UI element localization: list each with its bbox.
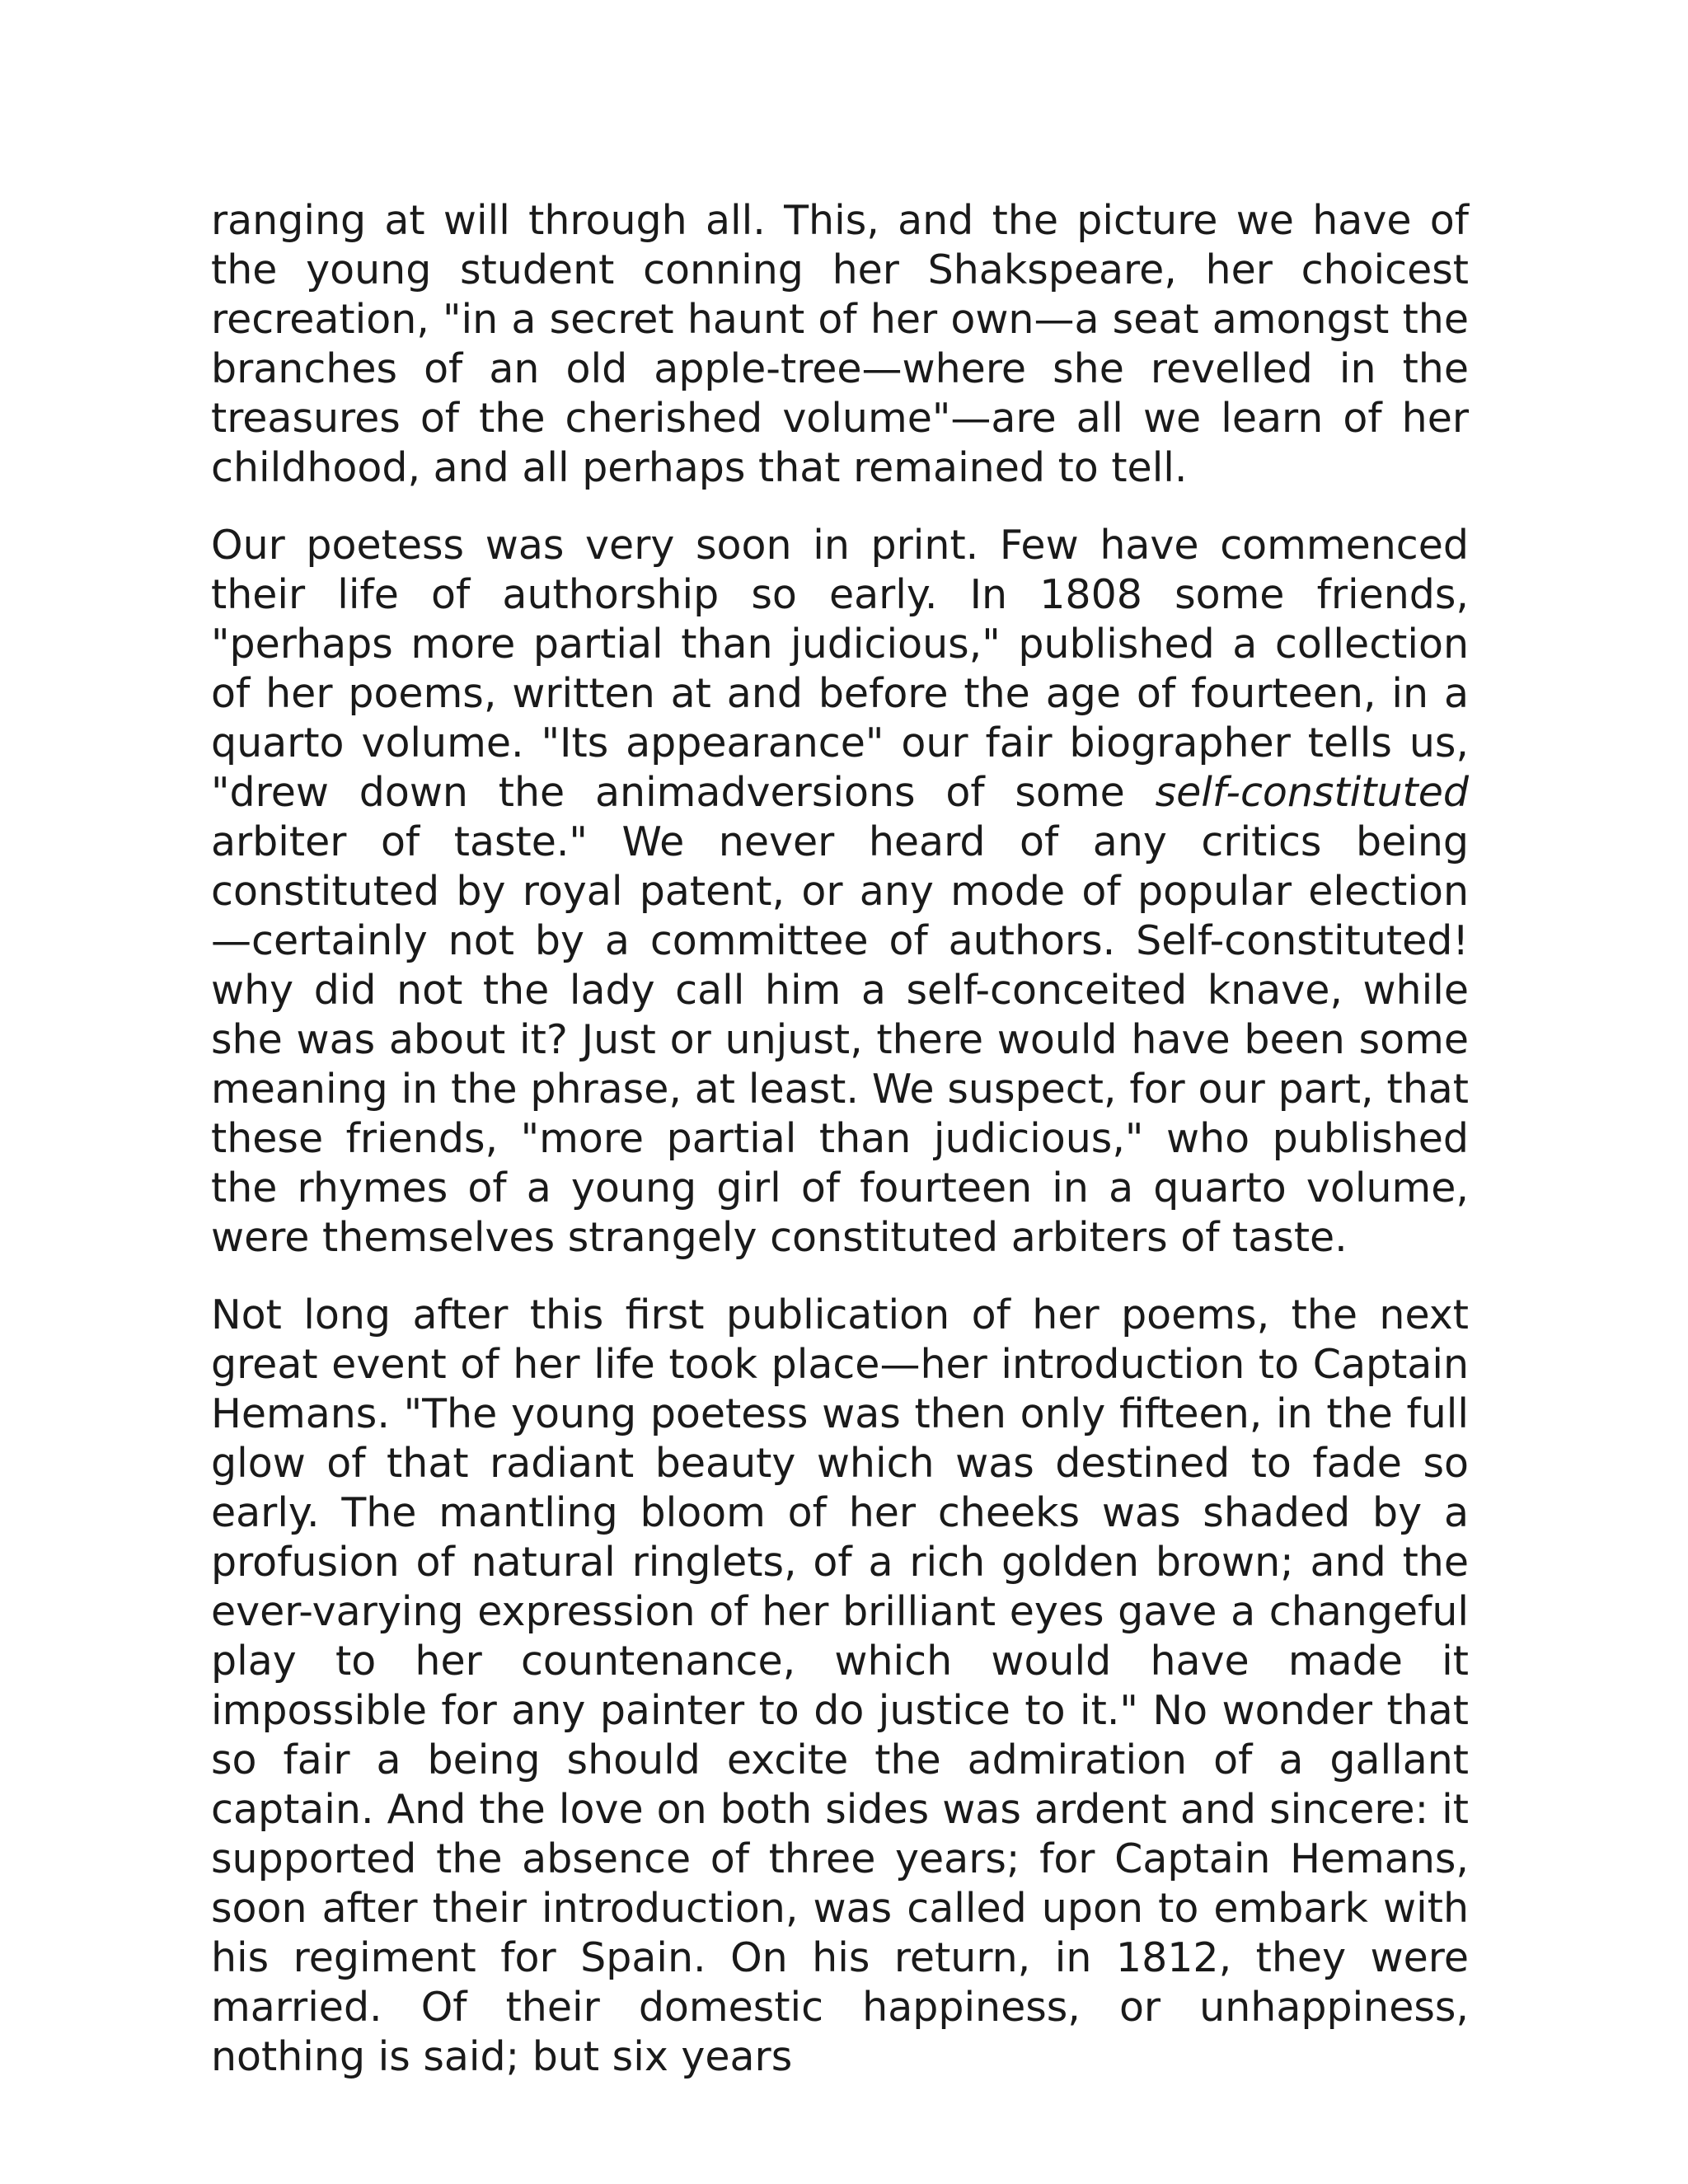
paragraph-1-text: ranging at will through all. This, and the picture we have of the young student conning her Shakspeare, her choicest recreation, "in a secret haunt of her own—a seat amongst the branches of an old apple-tree—where she revelled in the treasures of the cherished volume"—are all we learn of her childhood, and all perhaps that remained to tell. <box>211 197 1469 491</box>
paragraph-1 <box>211 196 1469 493</box>
paragraph-2-text-start: Our poetess was very soon in print. Few have commenced their life of authorship so early. In 1808 some friends, "perhaps more partial than judicious," published a collection of her poems, written at and before the age of fourteen, in a quarto volume. "Its appearance" our fair biographer tells us, "drew down the animadversions of some <box>211 522 1469 816</box>
page-body <box>211 196 1469 2082</box>
paragraph-2-emphasis: self-constituted <box>1155 769 1469 816</box>
paragraph-2 <box>211 521 1469 1263</box>
paragraph-3-text: Not long after this first publication of her poems, the next great event of her life took place—her introduction to Captain Hemans. "The young poetess was then only fifteen, in the full glow of that radiant beauty which was destined to fade so early. The mantling bloom of her cheeks was shaded by a profusion of natural ringlets, of a rich golden brown; and the ever-varying expression of her brilliant eyes gave a changeful play to her countenance, which would have made it impossible for any painter to do justice to it." No wonder that so fair a being should excite the admiration of a gallant captain. And the love on both sides was ardent and sincere: it supported the absence of three years; for Captain Hemans, soon after their introduction, was called upon to embark with his regiment for Spain. On his return, in 1812, they were married. Of their domestic happiness, or unhappiness, nothing is said; but six years <box>211 1291 1469 2080</box>
paragraph-2-text-end: arbiter of taste." We never heard of any critics being constituted by royal patent, or any mode of popular election—certainly not by a committee of authors. Self-constituted! why did not the lady call him a self-conceited knave, while she was about it? Just or unjust, there would have been some meaning in the phrase, at least. We suspect, for our part, that these friends, "more partial than judicious," who published the rhymes of a young girl of fourteen in a quarto volume, were themselves strangely constituted arbiters of taste. <box>211 818 1469 1261</box>
paragraph-3 <box>211 1291 1469 2082</box>
